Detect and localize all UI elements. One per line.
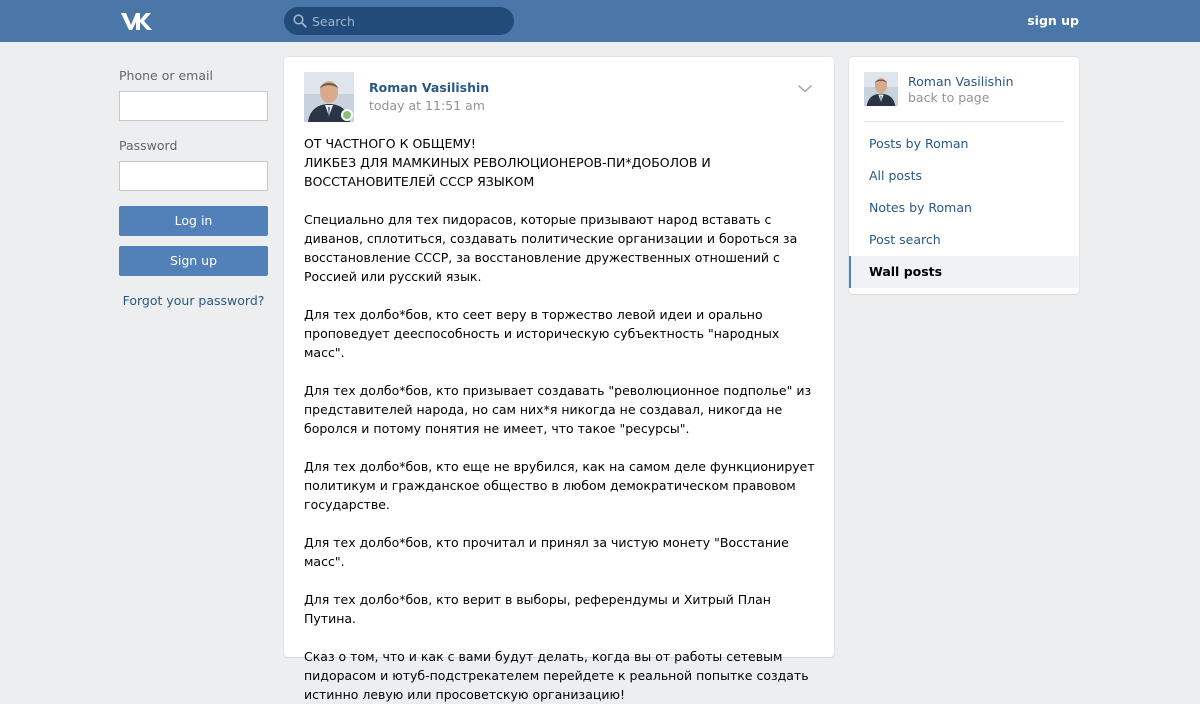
sidebar-item-notes-by-roman[interactable]: Notes by Roman [869, 200, 972, 215]
password-field[interactable] [119, 161, 268, 191]
forgot-password-link[interactable]: Forgot your password? [122, 293, 265, 308]
post-timestamp[interactable]: today at 11:51 am [369, 98, 485, 113]
password-label: Password [119, 138, 178, 153]
chevron-down-icon[interactable] [797, 84, 813, 94]
post-line: ЛИКБЕЗ ДЛЯ МАМКИНЫХ РЕВОЛЮЦИОНЕРОВ-ПИ*ДОБОЛОВ И ВОССТАНОВИТЕЛЕЙ СССР ЯЗЫКОМ [304, 155, 711, 189]
post-line: ОТ ЧАСТНОГО К ОБЩЕМУ! [304, 136, 476, 151]
phone-email-label: Phone or email [119, 68, 213, 83]
post-paragraph: Для тех долбо*бов, кто сеет веру в торжество левой идеи и орально проповедует дееспособность и историческую субъектность "народных масс". [304, 307, 780, 360]
sidebar-item-wall-posts[interactable]: Wall posts [849, 256, 1079, 288]
sidebar-item-all-posts[interactable]: All posts [869, 168, 922, 183]
search-input[interactable] [312, 7, 508, 35]
search-box[interactable] [284, 7, 514, 35]
post-paragraph: Сказ о том, что и как с вами будут делать, когда вы от работы сетевым пидорасом и ютуб-подстрекателем перейдете к реальной попытке создать истинно левую или просоветскую организацию! [304, 649, 809, 702]
sidebar-item-posts-by-roman[interactable]: Posts by Roman [869, 136, 969, 151]
post-paragraph: Для тех долбо*бов, кто прочитал и принял за чистую монету "Восстание масс". [304, 535, 789, 569]
online-indicator [341, 109, 353, 121]
back-to-page-link[interactable]: back to page [908, 90, 990, 105]
post-paragraph: Для тех долбо*бов, кто еще не врубился, как на самом деле функционирует политикум и гражданское общество в любом демократическом правовом государстве. [304, 459, 815, 512]
profile-name-link[interactable]: Roman Vasilishin [908, 74, 1014, 89]
post-paragraph: Для тех долбо*бов, кто призывает создавать "революционное подполье" из представителей народа, но сам них*я никогда не создавал, никогда не боролся и потому понятия не имеет, что такое "ресурсы". [304, 383, 812, 436]
search-icon [293, 14, 307, 28]
vk-logo-icon[interactable] [119, 10, 153, 32]
profile-photo [864, 72, 898, 106]
wall-post [284, 57, 834, 702]
sidebar-menu [849, 128, 1079, 288]
phone-email-field[interactable] [119, 91, 268, 121]
signup-button[interactable]: Sign up [119, 246, 268, 276]
divider [864, 121, 1064, 122]
profile-avatar[interactable] [864, 72, 898, 106]
sidebar-item-post-search[interactable]: Post search [869, 232, 941, 247]
top-navigation-bar [0, 0, 1200, 42]
login-button[interactable]: Log in [119, 206, 268, 236]
post-paragraph: Специально для тех пидорасов, которые призывают народ вставать с диванов, сплотиться, создавать политические организации и бороться за восстановление СССР, за восстановление дружественных отношений с Россией или русский язык. [304, 212, 798, 284]
login-panel [119, 66, 268, 308]
post-author-name[interactable]: Roman Vasilishin [369, 80, 490, 95]
profile-sidebar [849, 57, 1079, 294]
post-text [304, 134, 819, 704]
header-signup-link[interactable]: sign up [1027, 13, 1079, 28]
post-paragraph: Для тех долбо*бов, кто верит в выборы, референдумы и Хитрый План Путина. [304, 592, 771, 626]
